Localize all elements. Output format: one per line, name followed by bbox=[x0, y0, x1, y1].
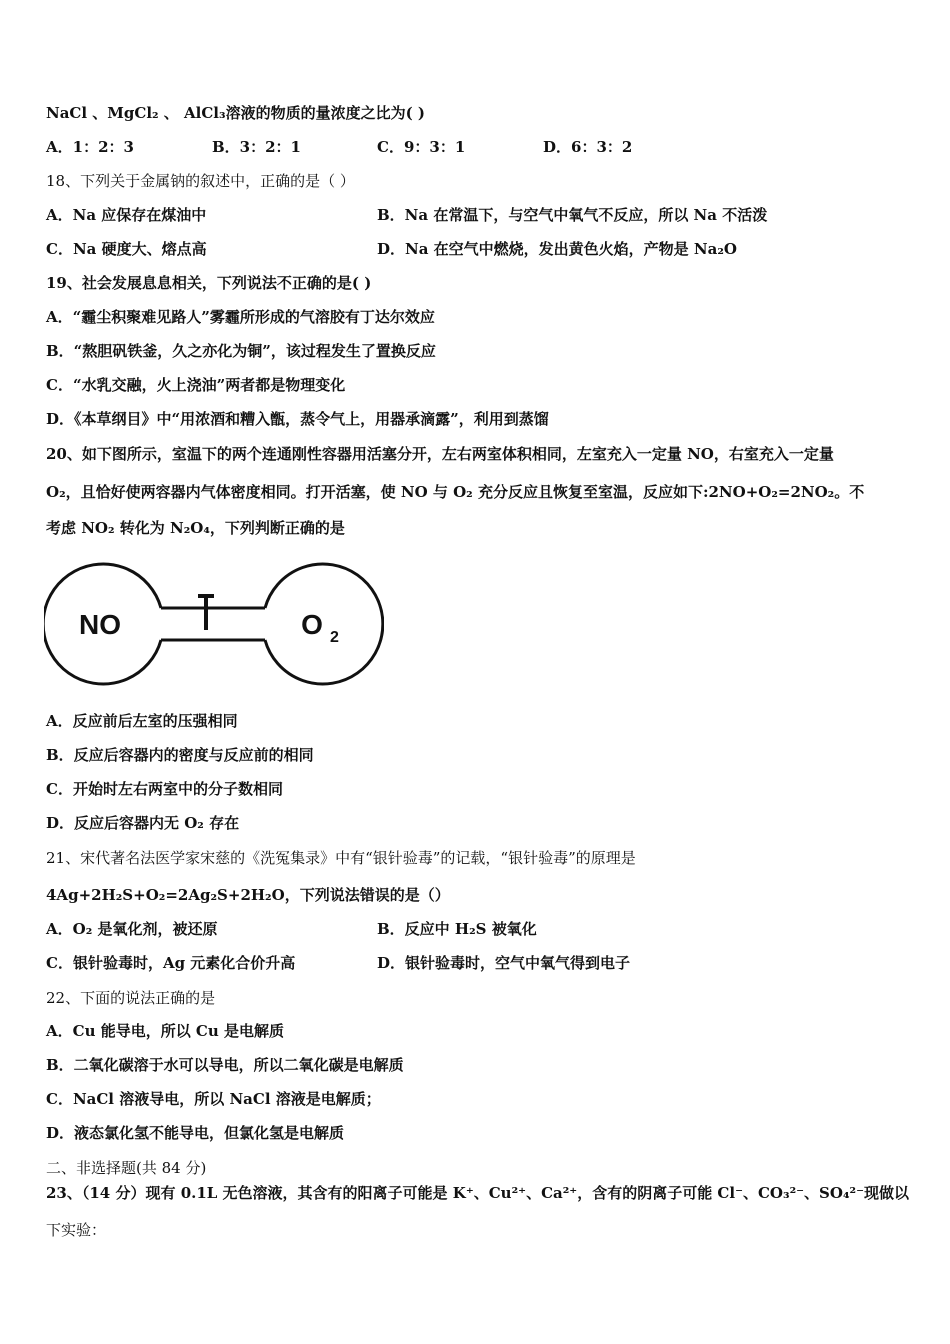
q20-option-d: D．反应后容器内无 O₂ 存在 bbox=[46, 814, 240, 832]
q20-option-b: B．反应后容器内的密度与反应前的相同 bbox=[46, 746, 314, 764]
q21-stem-line-2: 4Ag+2H₂S+O₂=2Ag₂S+2H₂O，下列说法错误的是（） bbox=[46, 886, 450, 904]
right-chamber-label: O bbox=[301, 609, 323, 640]
q21-stem-line-1: 21、宋代著名法医学家宋慈的《洗冤集录》中有“银针验毒”的记载，“银针验毒”的原理是 bbox=[46, 849, 636, 867]
stopcock-icon bbox=[198, 596, 214, 630]
q17-option-b: B．3：2：1 bbox=[212, 138, 301, 156]
q22-option-a: A．Cu 能导电，所以 Cu 是电解质 bbox=[46, 1022, 284, 1040]
q19-option-a: A．“霾尘积聚难见路人”雾霾所形成的气溶胶有丁达尔效应 bbox=[46, 308, 435, 326]
q22-option-b: B．二氧化碳溶于水可以导电，所以二氧化碳是电解质 bbox=[46, 1056, 404, 1074]
q17-option-a: A．1：2：3 bbox=[46, 138, 134, 156]
q21-option-b: B．反应中 H₂S 被氧化 bbox=[377, 920, 537, 938]
q22-stem: 22、下面的说法正确的是 bbox=[46, 989, 216, 1007]
q21-option-c: C．银针验毒时，Ag 元素化合价升高 bbox=[46, 954, 296, 972]
q17-stem: NaCl 、MgCl₂ 、 AlCl₃溶液的物质的量浓度之比为( ) bbox=[46, 104, 425, 122]
q20-option-c: C．开始时左右两室中的分子数相同 bbox=[46, 780, 283, 798]
q22-option-d: D．液态氯化氢不能导电，但氯化氢是电解质 bbox=[46, 1124, 345, 1142]
q20-option-a: A．反应前后左室的压强相同 bbox=[46, 712, 238, 730]
q22-option-c: C．NaCl 溶液导电，所以 NaCl 溶液是电解质； bbox=[46, 1090, 381, 1108]
q18-option-b: B．Na 在常温下，与空气中氧气不反应，所以 Na 不活泼 bbox=[377, 206, 768, 224]
connected-vessels-diagram bbox=[44, 562, 384, 696]
q23-stem-line-1: 23、（14 分）现有 0.1L 无色溶液，其含有的阳离子可能是 K⁺、Cu²⁺、Ca²⁺，含有的阴离子可能 Cl⁻、CO₃²⁻、SO₄²⁻现做以 bbox=[46, 1184, 910, 1202]
q17-option-d: D．6：3：2 bbox=[543, 138, 633, 156]
right-chamber bbox=[265, 564, 383, 684]
q19-option-d: D．《本草纲目》中“用浓酒和糟入甑，蒸令气上，用器承滴露”，利用到蒸馏 bbox=[46, 410, 549, 428]
q20-stem-line-3: 考虑 NO₂ 转化为 N₂O₄，下列判断正确的是 bbox=[46, 519, 345, 537]
q18-option-c: C．Na 硬度大、熔点高 bbox=[46, 240, 207, 258]
q18-option-a: A．Na 应保存在煤油中 bbox=[46, 206, 207, 224]
q19-option-c: C．“水乳交融，火上浇油”两者都是物理变化 bbox=[46, 376, 346, 394]
q21-option-a: A．O₂ 是氧化剂，被还原 bbox=[46, 920, 218, 938]
q20-stem-line-2: O₂，且恰好使两容器内气体密度相同。打开活塞，使 NO 与 O₂ 充分反应且恢复至室温，反应如下:2NO+O₂=2NO₂。不 bbox=[46, 483, 865, 501]
q21-option-d: D．银针验毒时，空气中氧气得到电子 bbox=[377, 954, 631, 972]
q23-stem-line-2: 下实验： bbox=[46, 1221, 107, 1239]
right-chamber-subscript: 2 bbox=[330, 629, 339, 646]
q19-option-b: B．“熬胆矾铁釜，久之亦化为铜”，该过程发生了置换反应 bbox=[46, 342, 436, 360]
q19-stem: 19、社会发展息息相关，下列说法不正确的是( ) bbox=[46, 274, 372, 292]
q18-option-d: D．Na 在空气中燃烧，发出黄色火焰，产物是 Na₂O bbox=[377, 240, 737, 258]
q18-stem: 18、下列关于金属钠的叙述中，正确的是（ ） bbox=[46, 172, 355, 190]
left-chamber-label: NO bbox=[79, 609, 121, 640]
q17-option-c: C．9：3：1 bbox=[377, 138, 466, 156]
q20-stem-line-1: 20、如下图所示，室温下的两个连通刚性容器用活塞分开，左右两室体积相同，左室充入一定量 NO，右室充入一定量 bbox=[46, 445, 834, 463]
section-title: 二、非选择题(共 84 分) bbox=[46, 1159, 207, 1177]
